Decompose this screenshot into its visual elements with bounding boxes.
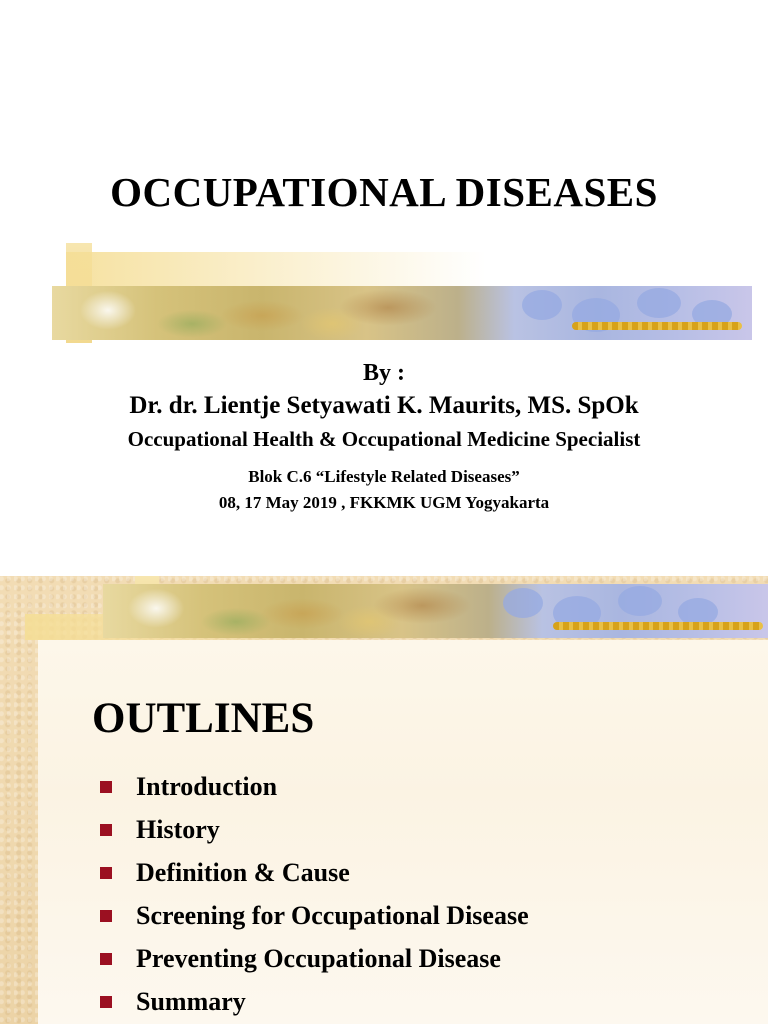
square-bullet-icon	[100, 781, 112, 793]
course-block: Blok C.6 “Lifestyle Related Diseases”	[248, 467, 520, 486]
square-bullet-icon	[100, 824, 112, 836]
square-bullet-icon	[100, 953, 112, 965]
square-bullet-icon	[100, 910, 112, 922]
outline-slide: OUTLINES Introduction History Definition & Cause Screening for Occupational Disease Preventing Occupational Disease Summary	[0, 576, 768, 1024]
square-bullet-icon	[100, 867, 112, 879]
square-bullet-icon	[100, 996, 112, 1008]
author-name: Dr. dr. Lientje Setyawati K. Maurits, MS. SpOk	[129, 392, 639, 419]
author-specialty: Occupational Health & Occupational Medicine Specialist	[127, 427, 641, 451]
slide-title: OCCUPATIONAL DISEASES	[110, 169, 658, 215]
outline-title: OUTLINES	[92, 695, 315, 742]
by-label: By :	[363, 360, 405, 386]
date-and-place: 08, 17 May 2019 , FKKMK UGM Yogyakarta	[218, 493, 550, 512]
